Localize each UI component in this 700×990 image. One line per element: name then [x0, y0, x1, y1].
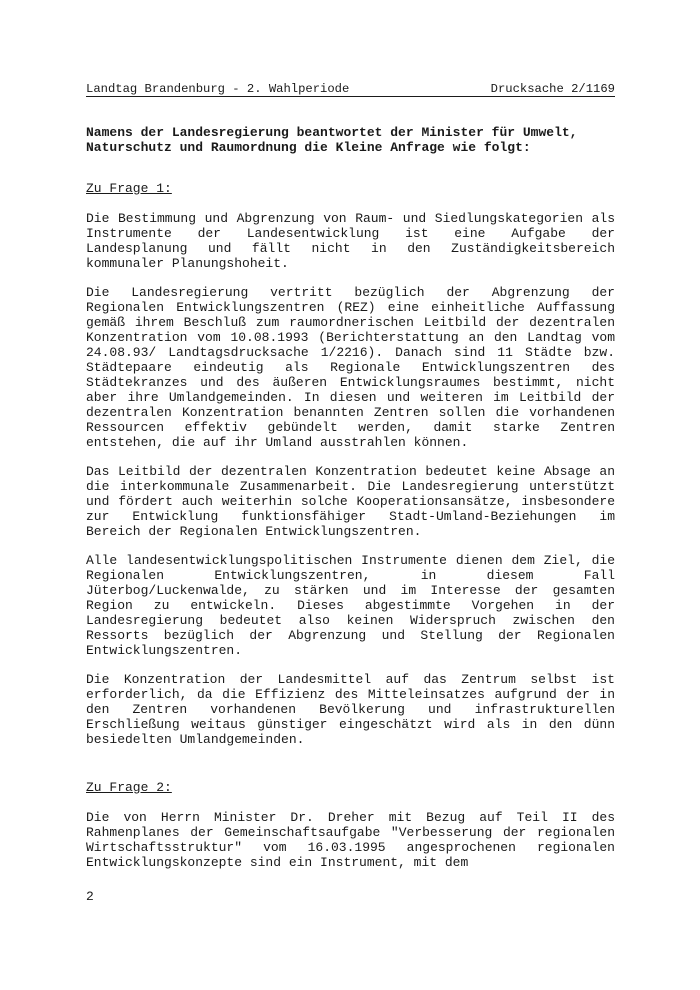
answer-1-paragraph: Die Landesregierung vertritt bezüglich der Abgrenzung der Regionalen Entwicklungszentren (REZ) eine einheitliche Auffassung gemäß ihrem Beschluß zum raumordnerischen Leitbild der dezentralen Konzentration vom 10.08.1993 (Berichterstattung an den Landtag vom 24.08.93/ Landtagsdrucksache 1/2216). Danach sind 11 Städte bzw. Städtepaare eindeutig als Regionale Entwicklungszentren des Städtekranzes und des äußeren Entwicklungsraumes bestimmt, nicht aber ihre Umlandgemeinden. In diesen und weiteren im Leitbild der dezentralen Konzentration benannten Zentren sollen die vorhandenen Ressourcen effektiv gebündelt werden, damit starke Zentren entstehen, die auf ihr Umland ausstrahlen können. [86, 285, 615, 450]
question-2-heading: Zu Frage 2: [86, 780, 172, 795]
intro-statement: Namens der Landesregierung beantwortet der Minister für Umwelt, Naturschutz und Raumordnung die Kleine Anfrage wie folgt: [86, 125, 578, 155]
answer-1-paragraph: Die Bestimmung und Abgrenzung von Raum- und Siedlungskategorien als Instrumente der Landesentwicklung ist eine Aufgabe der Landesplanung und fällt nicht in den Zuständigkeitsbereich kommunaler Planungshoheit. [86, 211, 615, 271]
answer-1-paragraph: Die Konzentration der Landesmittel auf das Zentrum selbst ist erforderlich, da die Effizienz des Mitteleinsatzes aufgrund der in den Zentren vorhandenen Bevölkerung und infrastrukturellen Erschließung weitaus günstiger eingeschätzt wird als in den dünn besiedelten Umlandgemeinden. [86, 672, 615, 747]
document-page [86, 82, 615, 870]
header-parliament: Landtag Brandenburg - 2. Wahlperiode [86, 82, 350, 96]
answer-1-paragraph: Das Leitbild der dezentralen Konzentration bedeutet keine Absage an die interkommunale Zusammenarbeit. Die Landesregierung unterstützt und fördert auch weiterhin solche Kooperationsansätze, insbesondere zur Entwicklung funktionsfähiger Stadt-Umland-Beziehungen im Bereich der Regionalen Entwicklungszentren. [86, 464, 615, 539]
answer-1-paragraph: Alle landesentwicklungspolitischen Instrumente dienen dem Ziel, die Regionalen Entwicklungszentren, in diesem Fall Jüterbog/Luckenwalde, zu stärken und im Interesse der gesamten Region zu entwickeln. Dieses abgestimmte Vorgehen in der Landesregierung bedeutet also keinen Widerspruch zwischen den Ressorts bezüglich der Abgrenzung und Stellung der Regionalen Entwicklungszentren. [86, 553, 615, 658]
page-number: 2 [86, 889, 94, 904]
question-1-heading: Zu Frage 1: [86, 181, 172, 196]
answer-2-paragraph: Die von Herrn Minister Dr. Dreher mit Bezug auf Teil II des Rahmenplanes der Gemeinschaftsaufgabe "Verbesserung der regionalen Wirtschaftsstruktur" vom 16.03.1995 angesprochenen regionalen Entwicklungskonzepte sind ein Instrument, mit dem [86, 810, 615, 870]
page-header [86, 82, 615, 97]
header-document-number: Drucksache 2/1169 [490, 82, 615, 96]
